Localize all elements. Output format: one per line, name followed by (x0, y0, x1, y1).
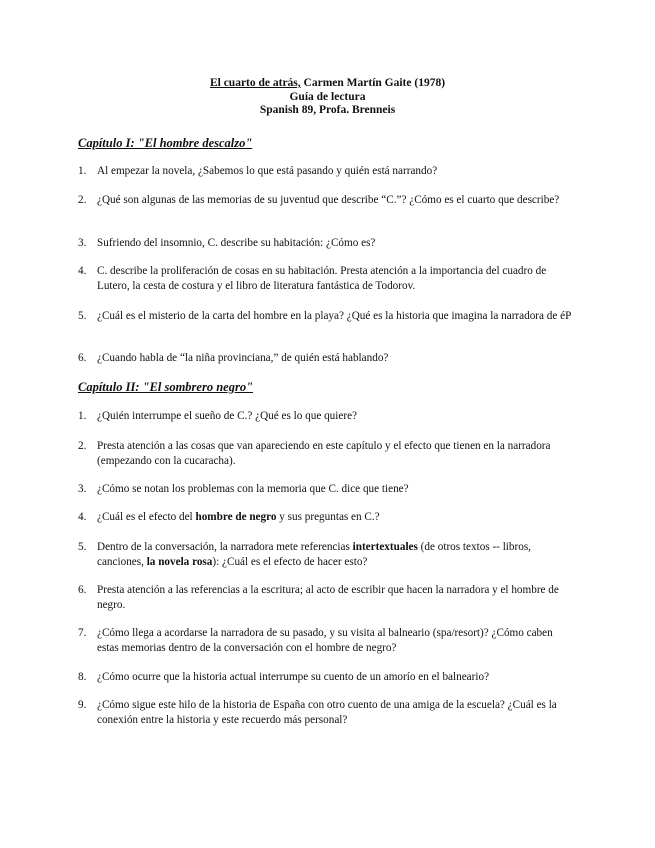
question-number: 5. (78, 541, 87, 553)
key-term-intertextuales: intertextuales (352, 541, 418, 553)
question-text: ¿Cómo ocurre que la historia actual interrumpe su cuento de un amorío en el balneario? (97, 671, 490, 683)
chapter-2-question-8 (78, 670, 573, 685)
question-text: C. describe la proliferación de cosas en su habitación. Presta atención a la importancia del cuadro de Lutero, la cesta de costura y el libro de literatura fantástica de Todorov. (97, 265, 547, 292)
question-number: 7. (78, 627, 87, 639)
chapter-2-question-6 (78, 583, 573, 613)
document-header (0, 77, 655, 118)
question-number: 4. (78, 511, 87, 523)
chapter-2-question-3 (78, 482, 573, 497)
chapter-1-question-5 (78, 309, 573, 324)
question-number: 6. (78, 584, 87, 596)
question-number: 2. (78, 194, 87, 206)
question-text: Presta atención a las referencias a la escritura; al acto de escribir que hacen la narradora y el hombre de negro. (97, 584, 559, 611)
question-number: 6. (78, 352, 87, 364)
chapter-1-heading: Capítulo I: "El hombre descalzo" (78, 136, 253, 150)
question-text-part: (de otros textos -- libros, canciones, (97, 541, 531, 568)
question-text-part: y sus preguntas en C.? (276, 511, 380, 523)
question-text-part: ): ¿Cuál es el efecto de hacer esto? (212, 556, 368, 568)
chapter-2-question-5 (78, 540, 573, 570)
chapter-1-question-4 (78, 264, 573, 294)
key-term-novela-rosa: la novela rosa (146, 556, 213, 568)
question-number: 8. (78, 671, 87, 683)
chapter-2-question-4 (78, 510, 573, 525)
question-number: 5. (78, 310, 87, 322)
chapter-2-question-9 (78, 698, 573, 728)
chapter-2-question-1 (78, 409, 573, 424)
question-text: ¿Cómo se notan los problemas con la memoria que C. dice que tiene? (97, 483, 409, 495)
question-text: ¿Cómo sigue este hilo de la historia de España con otro cuento de una amiga de la escuela? ¿Cuál es la conexión entre la historia y este recuerdo más personal? (97, 699, 557, 726)
key-term-hombre-de-negro: hombre de negro (195, 511, 277, 523)
question-text: Sufriendo del insomnio, C. describe su habitación: ¿Cómo es? (97, 237, 376, 249)
document-subtitle: Guía de lectura (289, 90, 366, 103)
chapter-2-question-7 (78, 626, 573, 656)
question-number: 1. (78, 165, 87, 177)
chapter-2-question-2 (78, 439, 573, 469)
document-title (0, 77, 655, 91)
question-text: ¿Quién interrumpe el sueño de C.? ¿Qué es lo que quiere? (97, 410, 358, 422)
question-text (97, 540, 573, 570)
book-title: El cuarto de atrás, (209, 77, 301, 89)
question-text: ¿Cómo llega a acordarse la narradora de su pasado, y su visita al balneario (spa/resort)? ¿Cómo caben estas memorias dentro de la conversación con el hombre de negro? (97, 627, 553, 654)
question-number: 2. (78, 440, 87, 452)
question-number: 9. (78, 699, 87, 711)
chapter-1-question-1 (78, 164, 573, 179)
course-line: Spanish 89, Profa. Brenneis (259, 104, 396, 116)
chapter-1-question-6 (78, 351, 573, 366)
question-number: 4. (78, 265, 87, 277)
question-text: ¿Cuál es el misterio de la carta del hombre en la playa? ¿Qué es la historia que imagina la narradora de éP (97, 310, 572, 322)
question-number: 3. (78, 483, 87, 495)
question-text-part: ¿Cuál es el efecto del (97, 511, 196, 523)
question-text-part: Dentro de la conversación, la narradora mete referencias (97, 541, 353, 553)
chapter-2-heading: Capítulo II: "El sombrero negro" (78, 380, 254, 394)
question-text: ¿Cuando habla de “la niña provinciana,” de quién está hablando? (97, 352, 389, 364)
question-number: 3. (78, 237, 87, 249)
question-text: Al empezar la novela, ¿Sabemos lo que está pasando y quién está narrando? (97, 165, 438, 177)
question-text: Presta atención a las cosas que van apareciendo en este capítulo y el efecto que tienen en la narradora (empezando con la cucaracha). (97, 440, 551, 467)
chapter-1-question-2 (78, 193, 573, 208)
author-year: Carmen Martín Gaite (1978) (300, 77, 446, 89)
question-text (97, 510, 573, 525)
question-text: ¿Qué son algunas de las memorias de su juventud que describe “C.”? ¿Cómo es el cuarto que describe? (97, 194, 560, 206)
question-number: 1. (78, 410, 87, 422)
chapter-1-question-3 (78, 236, 573, 251)
